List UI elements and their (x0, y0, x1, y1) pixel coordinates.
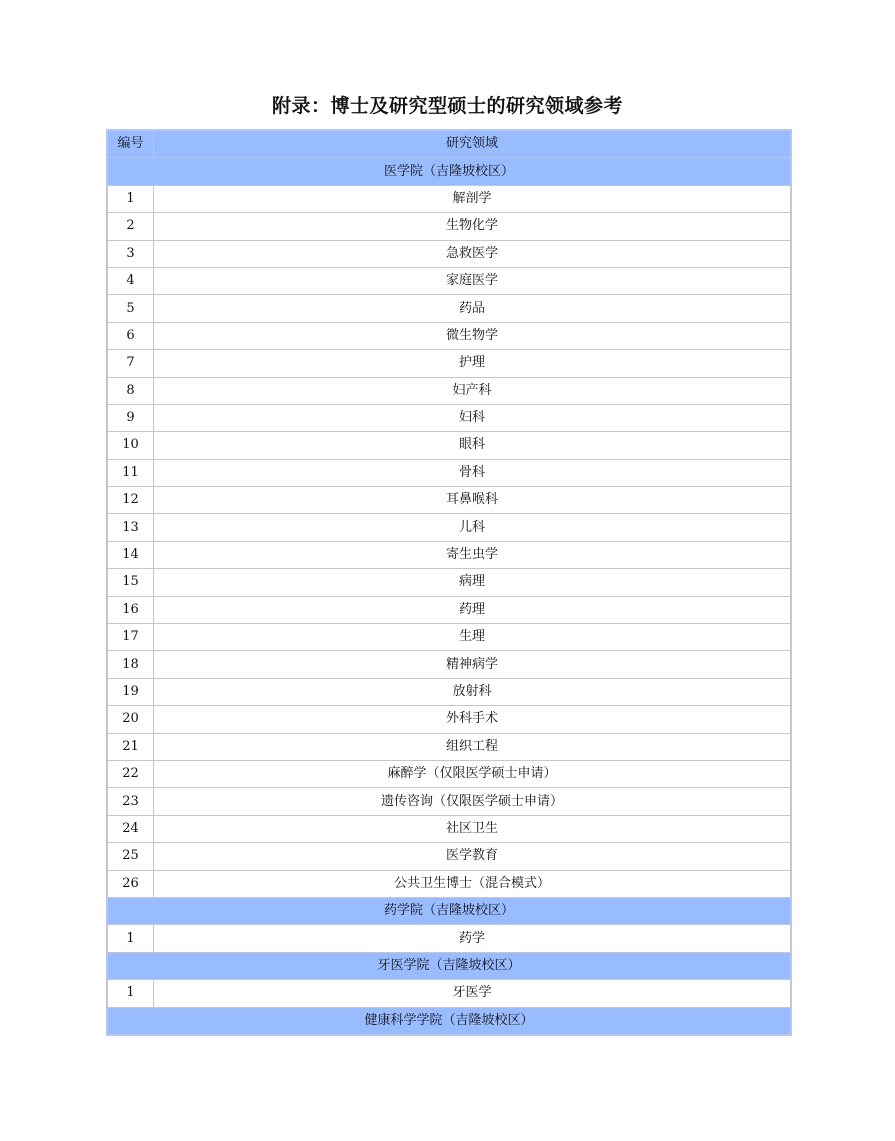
research-field: 医学教育 (154, 843, 791, 870)
row-number: 19 (108, 678, 154, 705)
table-row (108, 788, 791, 815)
row-number: 16 (108, 596, 154, 623)
research-field: 药品 (154, 295, 791, 322)
research-field: 眼科 (154, 432, 791, 459)
row-number: 9 (108, 404, 154, 431)
research-field: 组织工程 (154, 733, 791, 760)
table-row (108, 322, 791, 349)
research-field: 家庭医学 (154, 267, 791, 294)
table-row (108, 185, 791, 212)
table-row (108, 815, 791, 842)
table-body (108, 158, 791, 1035)
table-row (108, 733, 791, 760)
section-name: 医学院（吉隆坡校区） (108, 158, 791, 185)
table-row (108, 678, 791, 705)
table-row (108, 404, 791, 431)
section-header-row (108, 158, 791, 185)
research-field: 骨科 (154, 459, 791, 486)
research-field: 放射科 (154, 678, 791, 705)
section-name: 药学院（吉隆坡校区） (108, 897, 791, 924)
row-number: 21 (108, 733, 154, 760)
research-field: 寄生虫学 (154, 541, 791, 568)
table-row (108, 569, 791, 596)
row-number: 1 (108, 185, 154, 212)
table-row (108, 432, 791, 459)
number-column-header: 编号 (108, 131, 154, 158)
row-number: 10 (108, 432, 154, 459)
row-number: 14 (108, 541, 154, 568)
research-field: 精神病学 (154, 651, 791, 678)
research-field: 急救医学 (154, 240, 791, 267)
table-row (108, 514, 791, 541)
table-row (108, 350, 791, 377)
row-number: 2 (108, 213, 154, 240)
table-row (108, 870, 791, 897)
row-number: 7 (108, 350, 154, 377)
section-header-row (108, 1007, 791, 1034)
research-field: 药学 (154, 925, 791, 952)
table-row (108, 267, 791, 294)
table-row (108, 541, 791, 568)
research-field: 药理 (154, 596, 791, 623)
row-number: 13 (108, 514, 154, 541)
research-field: 社区卫生 (154, 815, 791, 842)
row-number: 1 (108, 925, 154, 952)
row-number: 5 (108, 295, 154, 322)
row-number: 12 (108, 487, 154, 514)
table-row (108, 240, 791, 267)
research-field: 解剖学 (154, 185, 791, 212)
table-row (108, 980, 791, 1007)
research-field: 病理 (154, 569, 791, 596)
row-number: 1 (108, 980, 154, 1007)
page-title: 附录：博士及研究型硕士的研究领域参考 (271, 95, 623, 117)
row-number: 24 (108, 815, 154, 842)
research-field: 微生物学 (154, 322, 791, 349)
table-row (108, 377, 791, 404)
field-column-header: 研究领域 (154, 131, 791, 158)
row-number: 20 (108, 706, 154, 733)
section-header-row (108, 897, 791, 924)
row-number: 8 (108, 377, 154, 404)
research-field: 生理 (154, 624, 791, 651)
table-row (108, 295, 791, 322)
row-number: 26 (108, 870, 154, 897)
row-number: 18 (108, 651, 154, 678)
table-row (108, 843, 791, 870)
research-field: 麻醉学（仅限医学硕士申请） (154, 760, 791, 787)
section-name: 健康科学学院（吉隆坡校区） (108, 1007, 791, 1034)
table-header-row (108, 131, 791, 158)
table-row (108, 624, 791, 651)
row-number: 25 (108, 843, 154, 870)
research-field: 牙医学 (154, 980, 791, 1007)
table-row (108, 487, 791, 514)
table-row (108, 706, 791, 733)
research-fields-table (107, 130, 791, 1035)
table-row (108, 459, 791, 486)
research-field: 护理 (154, 350, 791, 377)
section-name: 牙医学院（吉隆坡校区） (108, 952, 791, 979)
table-row (108, 760, 791, 787)
row-number: 22 (108, 760, 154, 787)
research-field: 生物化学 (154, 213, 791, 240)
section-header-row (108, 952, 791, 979)
row-number: 3 (108, 240, 154, 267)
research-field: 遗传咨询（仅限医学硕士申请） (154, 788, 791, 815)
row-number: 23 (108, 788, 154, 815)
research-field: 耳鼻喉科 (154, 487, 791, 514)
row-number: 4 (108, 267, 154, 294)
row-number: 6 (108, 322, 154, 349)
table-row (108, 925, 791, 952)
row-number: 11 (108, 459, 154, 486)
research-field: 妇产科 (154, 377, 791, 404)
research-field: 公共卫生博士（混合模式） (154, 870, 791, 897)
table-row (108, 213, 791, 240)
research-field: 妇科 (154, 404, 791, 431)
row-number: 17 (108, 624, 154, 651)
research-field: 外科手术 (154, 706, 791, 733)
row-number: 15 (108, 569, 154, 596)
table-row (108, 596, 791, 623)
research-field: 儿科 (154, 514, 791, 541)
table-row (108, 651, 791, 678)
